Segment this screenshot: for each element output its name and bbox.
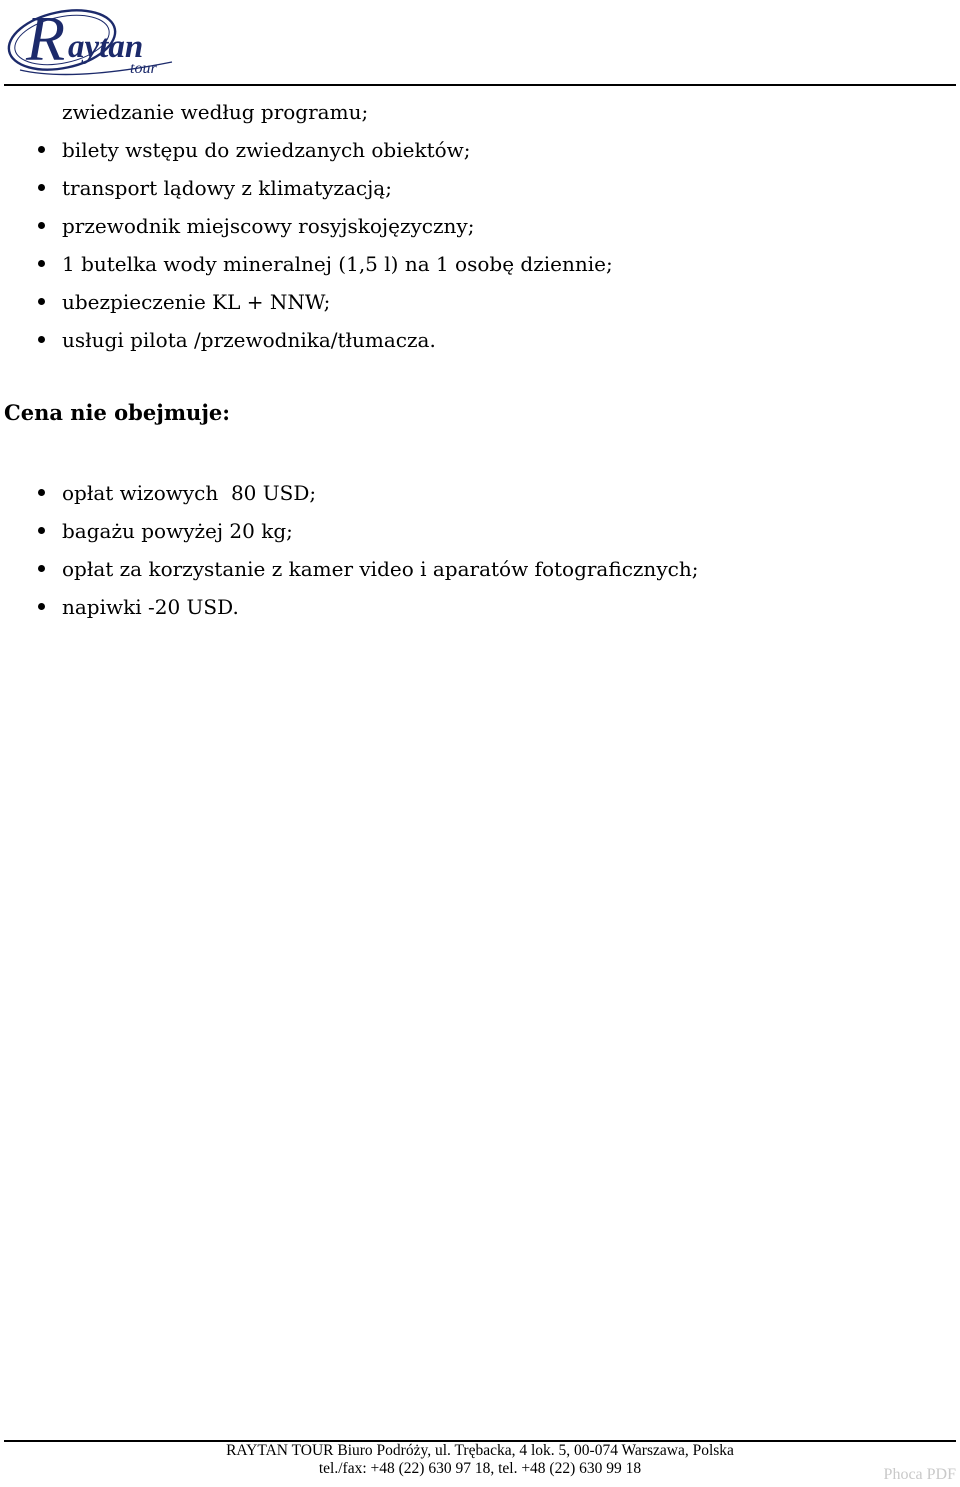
- list-item: napiwki -20 USD.: [0, 588, 698, 626]
- page-header: [0, 0, 960, 86]
- bullet-icon: [38, 298, 45, 305]
- logo-initial: R: [26, 3, 66, 74]
- list-item: bagażu powyżej 20 kg;: [0, 512, 698, 550]
- header-divider: [4, 84, 956, 86]
- excluded-heading: Cena nie obejmuje:: [4, 400, 231, 425]
- footer-address: RAYTAN TOUR Biuro Podróży, ul. Trębacka, 4 lok. 5, 00-074 Warszawa, Polska: [226, 1442, 734, 1459]
- list-item: transport lądowy z klimatyzacją;: [0, 169, 613, 207]
- list-item: przewodnik miejscowy rosyjskojęzyczny;: [0, 207, 613, 245]
- list-item: zwiedzanie według programu;: [62, 100, 369, 124]
- bullet-icon: [38, 489, 45, 496]
- list-item: opłat za korzystanie z kamer video i aparatów fotograficznych;: [0, 550, 698, 588]
- phoca-pdf-watermark: Phoca PDF: [883, 1466, 956, 1483]
- excluded-list: [0, 474, 698, 626]
- bullet-icon: [38, 603, 45, 610]
- footer-phone: tel./fax: +48 (22) 630 97 18, tel. +48 (22) 630 99 18: [318, 1460, 642, 1477]
- logo-wordmark: aytan: [68, 29, 144, 65]
- page-footer: [0, 1442, 960, 1478]
- bullet-icon: [38, 184, 45, 191]
- bullet-icon: [38, 336, 45, 343]
- list-item: bilety wstępu do zwiedzanych obiektów;: [0, 131, 613, 169]
- bullet-icon: [38, 146, 45, 153]
- list-item: 1 butelka wody mineralnej (1,5 l) na 1 osobę dziennie;: [0, 245, 613, 283]
- raytan-tour-logo: [2, 2, 177, 78]
- list-item: usługi pilota /przewodnika/tłumacza.: [0, 321, 613, 359]
- logo-subtext: tour: [130, 60, 157, 77]
- bullet-icon: [38, 222, 45, 229]
- list-item: ubezpieczenie KL + NNW;: [0, 283, 613, 321]
- included-list: [0, 93, 613, 359]
- bullet-icon: [38, 527, 45, 534]
- bullet-icon: [38, 260, 45, 267]
- list-item: opłat wizowych 80 USD;: [0, 474, 698, 512]
- bullet-icon: [38, 565, 45, 572]
